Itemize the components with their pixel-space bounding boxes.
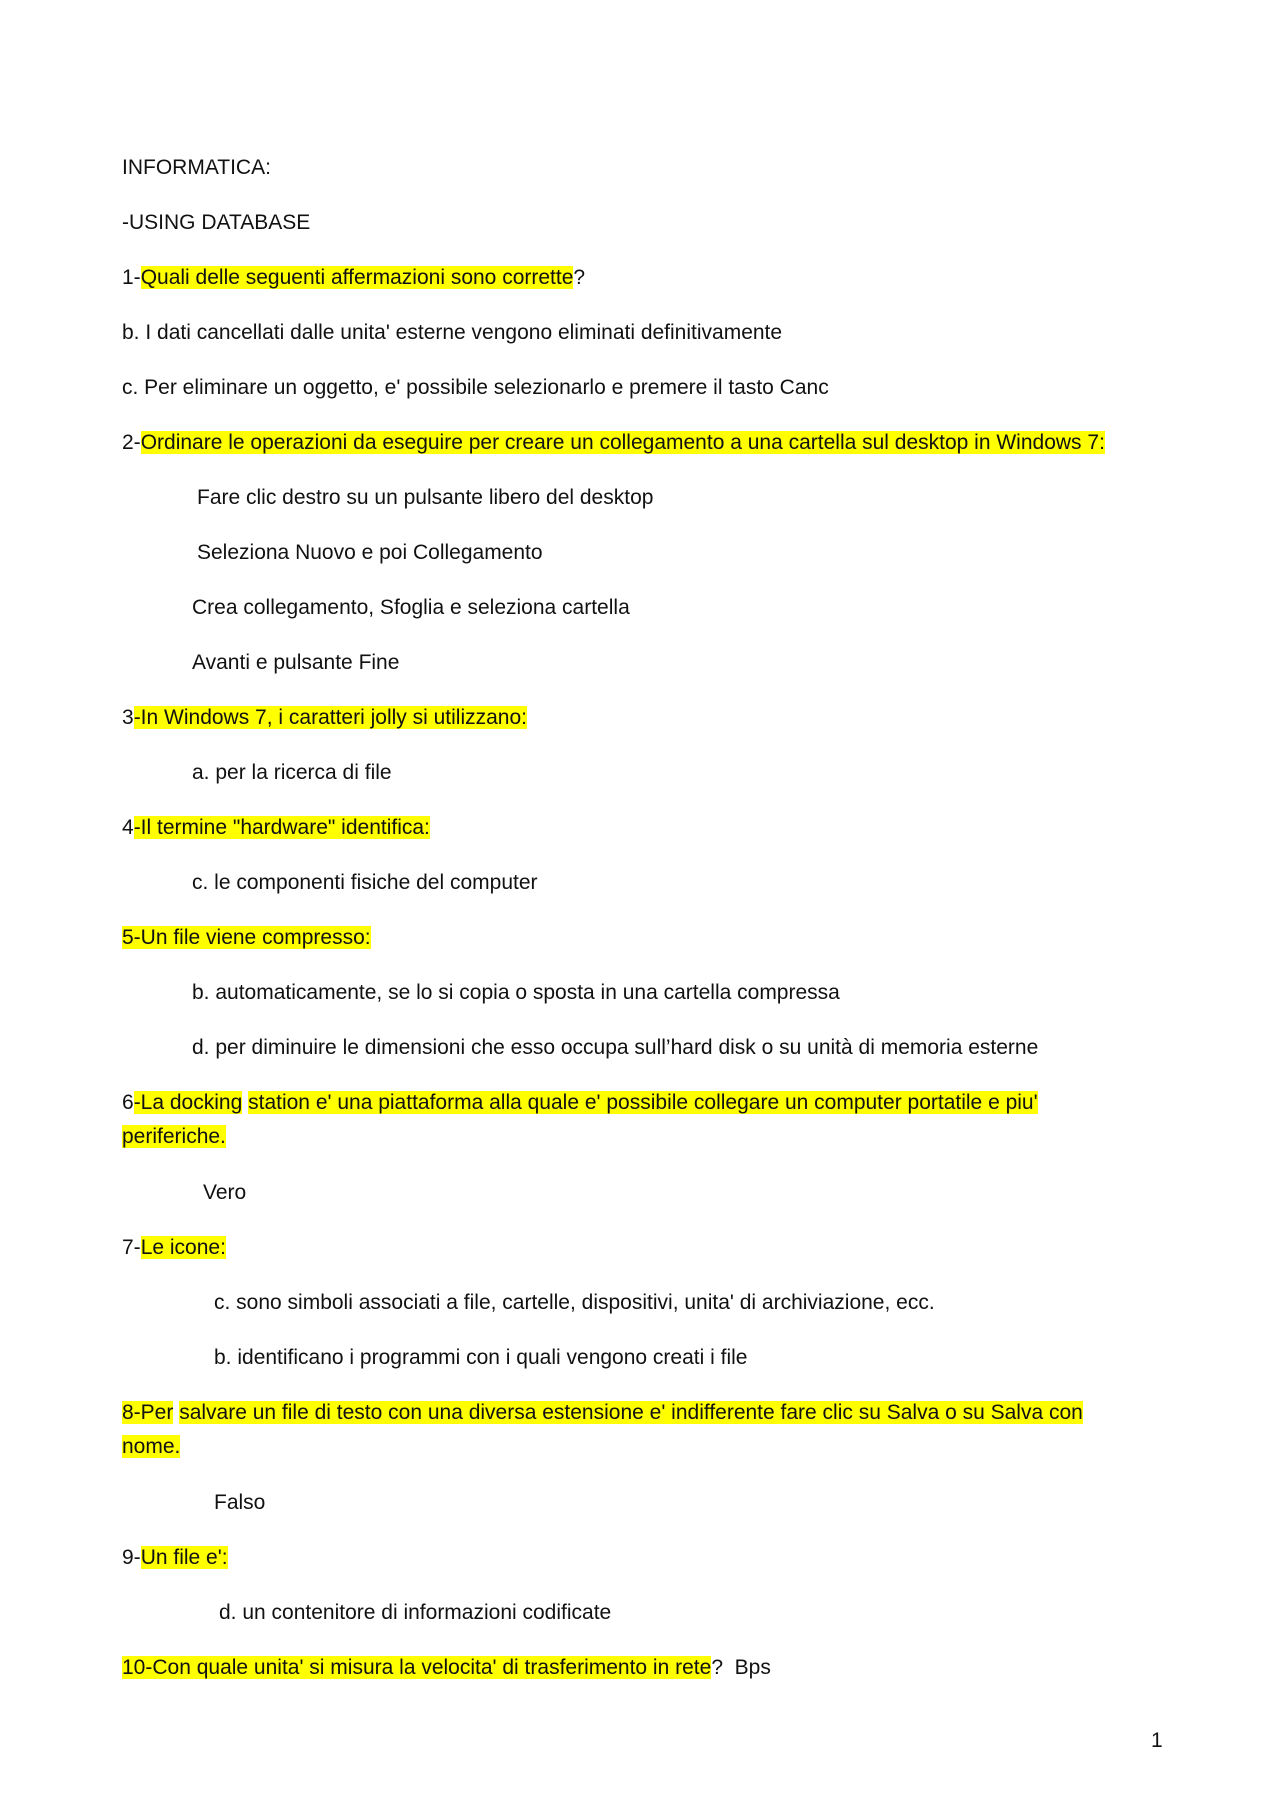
question-number: 9- — [122, 1546, 141, 1569]
question-text-part-1: -La docking — [133, 1091, 243, 1114]
answer-2-step-2: Seleziona Nuovo e poi Collegamento — [197, 541, 543, 564]
question-9 — [122, 1545, 228, 1571]
answer-4-c: c. le componenti fisiche del computer — [192, 871, 538, 894]
question-text: nome. — [122, 1435, 181, 1458]
question-8-line-2 — [122, 1434, 180, 1460]
answer-2-step-1: Fare clic destro su un pulsante libero del desktop — [197, 486, 654, 509]
answer-5-b: b. automaticamente, se lo si copia o sposta in una cartella compressa — [192, 981, 840, 1004]
answer-1-c: c. Per eliminare un oggetto, e' possibile selezionarlo e premere il tasto Canc — [122, 376, 829, 399]
question-text: 5-Un file viene compresso: — [122, 926, 371, 949]
answer-7-b: b. identificano i programmi con i quali vengono creati i file — [214, 1346, 748, 1369]
question-6 — [122, 1090, 1038, 1116]
question-text: 10-Con quale unita' si misura la velocita' di trasferimento in rete — [122, 1656, 712, 1679]
question-text: Le icone: — [140, 1236, 226, 1259]
answer-8: Falso — [214, 1491, 266, 1514]
answer-1-b: b. I dati cancellati dalle unita' esterne vengono eliminati definitivamente — [122, 321, 783, 344]
page-number: 1 — [1151, 1729, 1163, 1752]
document-title: INFORMATICA: — [122, 156, 271, 179]
question-6-line-2 — [122, 1124, 226, 1150]
section-heading: -USING DATABASE — [122, 211, 311, 234]
question-text: Ordinare le operazioni da eseguire per creare un collegamento a una cartella sul desktop in Windows 7: — [140, 431, 1105, 454]
question-text: Un file e': — [140, 1546, 228, 1569]
answer-2-step-4: Avanti e pulsante Fine — [192, 651, 400, 674]
answer-10: Bps — [734, 1656, 771, 1679]
question-text: -In Windows 7, i caratteri jolly si utilizzano: — [133, 706, 527, 729]
question-2 — [122, 430, 1105, 456]
question-number: 6 — [122, 1091, 134, 1114]
question-number: 1- — [122, 266, 141, 289]
question-text: Quali delle seguenti affermazioni sono corrette — [140, 266, 574, 289]
question-3 — [122, 705, 527, 731]
question-10 — [122, 1655, 771, 1681]
answer-3-a: a. per la ricerca di file — [192, 761, 392, 784]
answer-9-d: d. un contenitore di informazioni codificate — [219, 1601, 612, 1624]
question-text-part-1: 8-Per — [122, 1401, 174, 1424]
answer-2-step-3: Crea collegamento, Sfoglia e seleziona cartella — [192, 596, 630, 619]
answer-5-d: d. per diminuire le dimensioni che esso occupa sull’hard disk o su unità di memoria esterne — [192, 1036, 1039, 1059]
question-suffix: ? — [711, 1656, 723, 1679]
question-number: 3 — [122, 706, 134, 729]
answer-6: Vero — [203, 1181, 247, 1204]
question-7 — [122, 1235, 226, 1261]
question-suffix: ? — [573, 266, 586, 289]
question-4 — [122, 815, 430, 841]
question-text: periferiche. — [122, 1125, 226, 1148]
question-8 — [122, 1400, 1083, 1426]
answer-7-c: c. sono simboli associati a file, cartelle, dispositivi, unita' di archiviazione, ecc. — [214, 1291, 935, 1314]
question-text-part-2: station e' una piattaforma alla quale e' possibile collegare un computer portatile e piu' — [248, 1091, 1038, 1114]
question-text: -Il termine "hardware" identifica: — [133, 816, 430, 839]
question-1 — [122, 265, 585, 291]
question-text-part-2: salvare un file di testo con una diversa estensione e' indifferente fare clic su Salva o su Salva con — [179, 1401, 1083, 1424]
question-number: 4 — [122, 816, 134, 839]
question-5 — [122, 925, 371, 951]
question-number: 2- — [122, 431, 141, 454]
question-number: 7- — [122, 1236, 141, 1259]
